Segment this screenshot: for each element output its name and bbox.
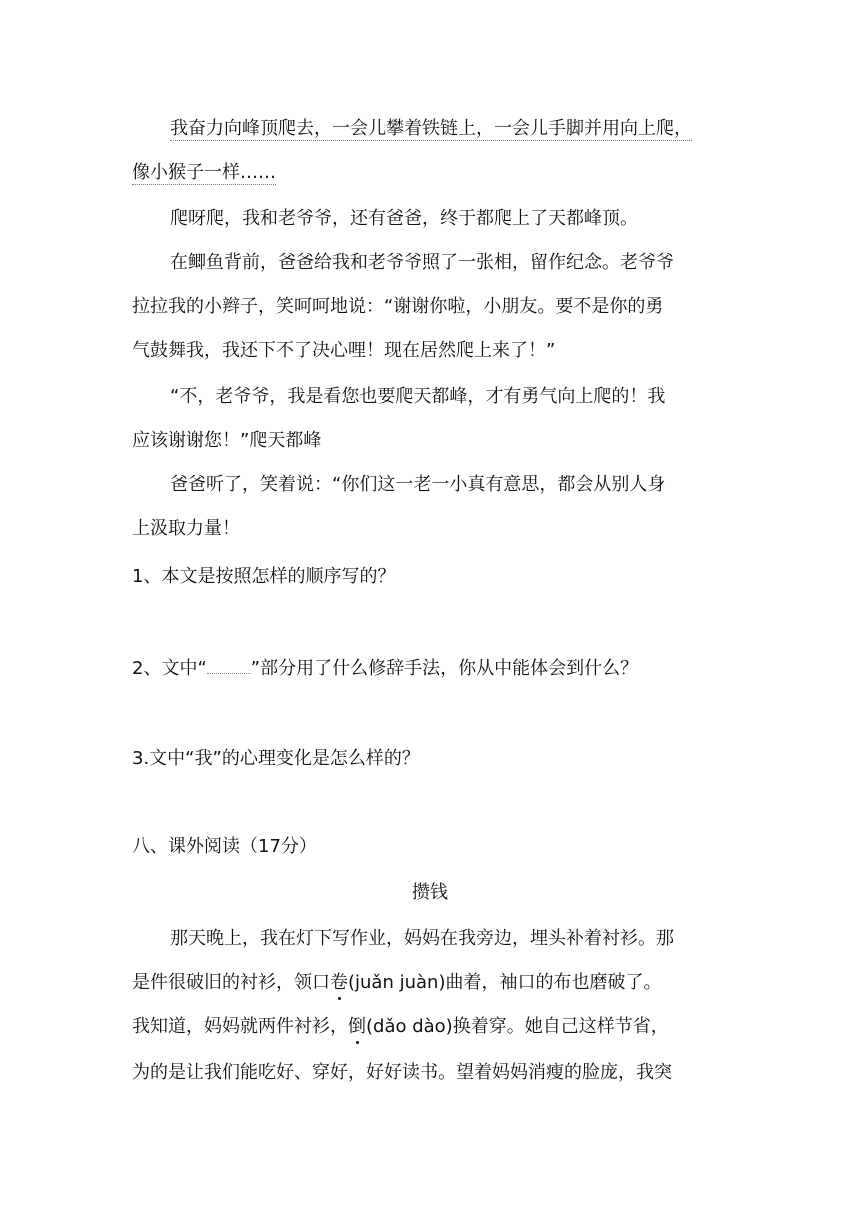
story-paragraph-5: 爸爸听了，笑着说：“你们这一老一小真有意思，都会从别人身: [170, 474, 666, 495]
story-paragraph-1: [170, 116, 770, 142]
story-paragraph-4-cont: 应该谢谢您！”爬天都峰: [132, 430, 322, 451]
story-paragraph-3-cont: 拉拉我的小辫子，笑呵呵地说：“谢谢你啦，小朋友。要不是你的勇: [132, 296, 664, 317]
passage-text: 是件很破旧的衬衫，领口: [132, 972, 330, 993]
story-paragraph-2: 爬呀爬，我和老爷爷，还有爸爸，终于都爬上了天都峰顶。: [170, 208, 638, 229]
blank-line: [207, 659, 251, 674]
question-2-prefix: 2、文中“: [132, 658, 207, 679]
pinyin-options: (dǎo dào)换着穿。她自己这样节省，: [366, 1016, 669, 1037]
passage-line-3: [132, 1014, 732, 1040]
story-paragraph-5-cont: 上汲取力量！: [132, 518, 240, 539]
question-2: [132, 656, 732, 682]
passage-line-4: 为的是让我们能吃好、穿好，好好读书。望着妈妈消瘦的脸庞，我突: [132, 1062, 672, 1083]
passage-text: 我知道，妈妈就两件衬衫，: [132, 1016, 348, 1037]
story-paragraph-1-cont: [132, 160, 732, 186]
question-3: 3.文中“我”的心理变化是怎么样的？: [132, 748, 420, 769]
section-heading: 八、课外阅读（17分）: [132, 836, 317, 857]
question-1: 1、本文是按照怎样的顺序写的？: [132, 566, 396, 587]
dotted-underlined-text: 像小猴子一样……: [132, 162, 276, 183]
story-paragraph-3-cont: 气鼓舞我，我还下不了决心哩！现在居然爬上来了！”: [132, 340, 556, 361]
story-paragraph-4: “不，老爷爷，我是看您也要爬天都峰，才有勇气向上爬的！我: [170, 386, 666, 407]
pinyin-options: (juǎn juàn)曲着，袖口的布也磨破了。: [348, 972, 662, 993]
dotted-underlined-text: 我奋力向峰顶爬去，一会儿攀着铁链上，一会儿手脚并用向上爬，: [170, 118, 692, 139]
emphasis-dot-char: 卷: [330, 970, 348, 996]
passage-line-1: 那天晚上，我在灯下写作业，妈妈在我旁边，埋头补着衬衫。那: [170, 928, 674, 949]
story-paragraph-3: 在鲫鱼背前，爸爸给我和老爷爷照了一张相，留作纪念。老爷爷: [170, 252, 674, 273]
passage-line-2: [132, 970, 732, 996]
passage-title: 攒钱: [412, 882, 448, 903]
question-2-suffix: ”部分用了什么修辞手法，你从中能体会到什么？: [250, 658, 639, 679]
emphasis-dot-char: 倒: [348, 1014, 366, 1040]
